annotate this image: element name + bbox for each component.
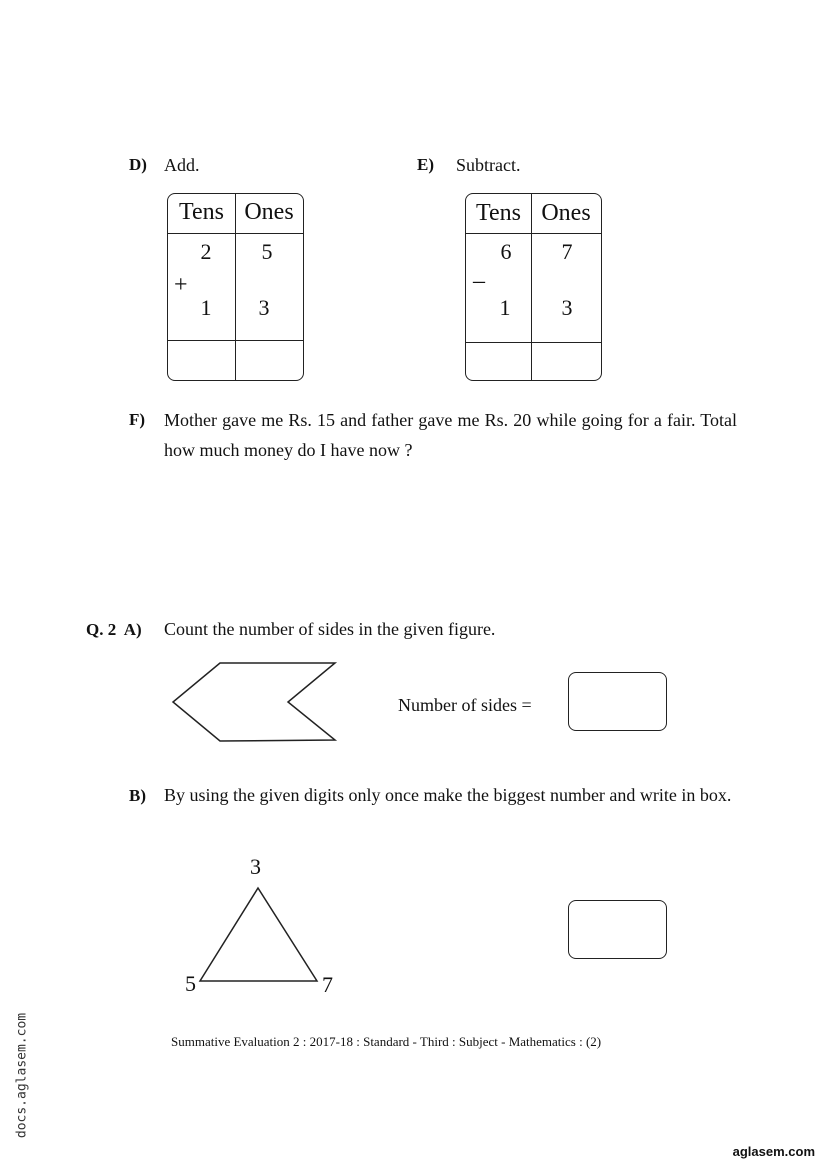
digit-left: 5 xyxy=(185,971,196,996)
question-2a-text: Count the number of sides in the given figure. xyxy=(164,619,496,639)
bottom-tens-digit: 1 xyxy=(499,295,511,320)
page-footer: Summative Evaluation 2 : 2017-18 : Standard - Third : Subject - Mathematics : (2) xyxy=(171,1034,602,1049)
top-tens-digit: 6 xyxy=(500,239,512,264)
bottom-ones-digit: 3 xyxy=(561,295,573,320)
question-2b-text: By using the given digits only once make the biggest number and write in box. xyxy=(164,785,732,805)
question-e-label: E) xyxy=(417,155,434,174)
question-d-text: Add. xyxy=(164,155,200,175)
subtract-table xyxy=(465,193,602,381)
number-of-sides-label: Number of sides = xyxy=(398,695,532,715)
question-f-label: F) xyxy=(129,410,146,429)
add-table xyxy=(167,193,304,381)
top-ones-digit: 7 xyxy=(561,239,573,264)
brand-watermark: aglasem.com xyxy=(732,1144,815,1159)
tens-header: Tens xyxy=(476,200,521,226)
biggest-number-answer-box[interactable] xyxy=(568,900,667,959)
hexagon-arrow-figure xyxy=(165,655,345,750)
question-f-text: Mother gave me Rs. 15 and father gave me Rs. 20 while going for a fair. Total how much money do I have now ? xyxy=(164,410,737,460)
digit-top: 3 xyxy=(250,854,261,879)
digit-right: 7 xyxy=(322,972,333,997)
table-divider xyxy=(168,233,303,234)
question-e-text: Subtract. xyxy=(456,155,521,175)
question-d-label: D) xyxy=(129,155,147,174)
plus-operator: + xyxy=(174,272,188,298)
table-divider xyxy=(466,233,601,234)
bottom-ones-digit: 3 xyxy=(258,295,270,320)
triangle-figure xyxy=(190,880,325,990)
side-watermark: docs.aglasem.com xyxy=(14,1012,30,1139)
question-2b-label: B) xyxy=(129,786,146,805)
ones-header: Ones xyxy=(244,199,294,225)
sides-answer-box[interactable] xyxy=(568,672,667,731)
question-2a-label: Q. 2 A) xyxy=(86,620,142,639)
bottom-tens-digit: 1 xyxy=(200,295,212,320)
top-ones-digit: 5 xyxy=(261,239,273,264)
tens-header: Tens xyxy=(179,199,224,225)
table-divider xyxy=(168,340,303,341)
minus-operator: – xyxy=(473,268,485,294)
ones-header: Ones xyxy=(541,200,591,226)
top-tens-digit: 2 xyxy=(200,239,212,264)
table-divider xyxy=(466,342,601,343)
